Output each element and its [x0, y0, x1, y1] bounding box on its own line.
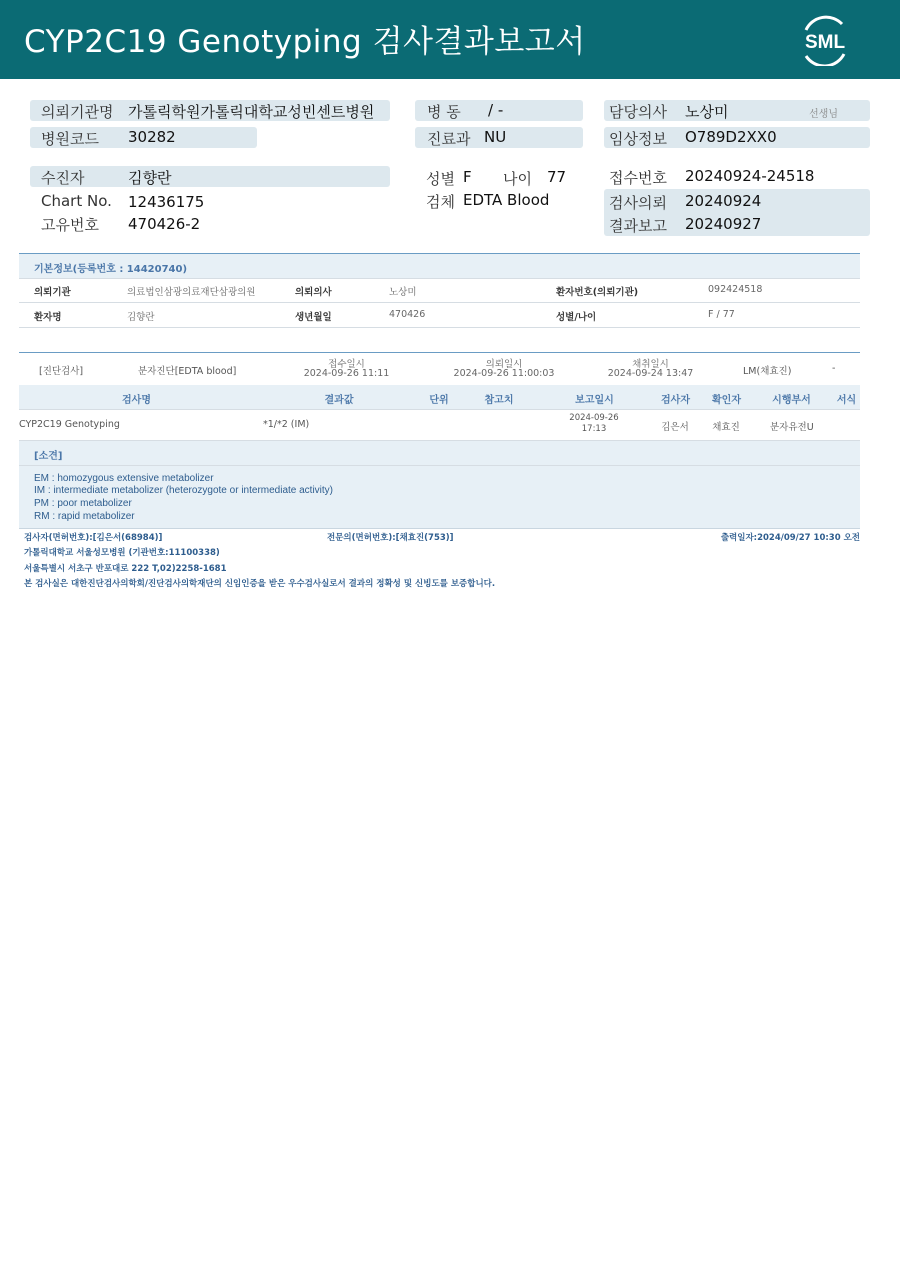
- patient-value: 김향란: [128, 169, 172, 187]
- confirmer: 채효진: [712, 422, 740, 433]
- basic-info-row-1: [19, 278, 860, 303]
- sex-label: 성별: [426, 170, 455, 188]
- received-value: 2024-09-26 11:11: [303, 368, 390, 379]
- basic-value: 470426: [389, 309, 426, 320]
- basic-info-row-2: [19, 303, 860, 328]
- clinical-label: 임상정보: [609, 130, 667, 148]
- test-result: *1/*2 (IM): [263, 419, 310, 430]
- basic-info-header: [19, 253, 860, 279]
- result-row: [19, 410, 860, 441]
- doctor-label: 담당의사: [609, 103, 667, 121]
- request-label: 검사의뢰: [609, 194, 667, 212]
- doctor-suffix: 선생님: [809, 109, 838, 120]
- basic-value: F / 77: [708, 309, 735, 320]
- col-header: 확인자: [712, 395, 741, 406]
- opinion-line: EM : homozygous extensive metabolizer: [34, 473, 214, 484]
- requested-value: 2024-09-26 11:00:03: [453, 368, 555, 379]
- header-banner: [0, 0, 900, 79]
- lm-value: -: [832, 363, 836, 374]
- basic-value: 김향란: [127, 312, 155, 323]
- col-header: 결과값: [324, 395, 354, 406]
- basic-value: 092424518: [708, 284, 763, 295]
- collected-label: 채취일시: [632, 359, 669, 370]
- lm-label: LM(채효진): [743, 366, 792, 377]
- unique-value: 470426-2: [128, 215, 201, 233]
- report-value: 20240927: [685, 215, 762, 233]
- report-title: CYP2C19 Genotyping 검사결과보고서: [24, 24, 586, 60]
- footer-certification: 본 검사실은 대한진단검사의학회/진단검사의학재단의 신임인증을 받은 우수검사실로서 결과의 정확성 및 신빙도를 보증합니다.: [24, 579, 496, 589]
- basic-label: 성별/나이: [556, 312, 597, 323]
- chart-label: Chart No.: [41, 192, 112, 210]
- basic-label: 환자명: [34, 312, 62, 323]
- basic-label: 의뢰기관: [34, 287, 71, 298]
- specimen-value: EDTA Blood: [463, 191, 550, 209]
- institution-label: 의뢰기관명: [41, 103, 114, 121]
- dept-value: NU: [484, 128, 507, 146]
- logo-text: SML: [804, 32, 846, 53]
- basic-label: 생년월일: [295, 312, 332, 323]
- basic-label: 환자번호(의뢰기관): [556, 287, 639, 298]
- dept-label: 진료과: [427, 130, 471, 148]
- opinion-body: [19, 466, 860, 529]
- age-label: 나이: [503, 170, 532, 188]
- basic-info-title: 기본정보(등록번호 : 14420740): [34, 264, 188, 275]
- col-header: 서식: [836, 395, 857, 406]
- report-date: 2024-09-26: [569, 413, 619, 423]
- patient-label: 수진자: [41, 169, 85, 187]
- age-value: 77: [547, 168, 567, 186]
- col-header: 검사명: [122, 395, 151, 406]
- received-label: 접수일시: [328, 359, 365, 370]
- exam-subcategory: 분자진단[EDTA blood]: [138, 366, 237, 377]
- unique-label: 고유번호: [41, 216, 99, 234]
- footer-hospital: 가톨릭대학교 서울성모병원 (기관번호:11100338): [24, 548, 220, 558]
- receipt-label: 접수번호: [609, 169, 667, 187]
- col-header: 시행부서: [772, 395, 811, 406]
- col-header: 단위: [429, 395, 449, 406]
- specimen-label: 검체: [426, 193, 455, 211]
- request-value: 20240924: [685, 192, 762, 210]
- sml-logo-icon: [798, 14, 852, 66]
- doctor-value: 노상미: [685, 103, 729, 121]
- report-time: 17:13: [581, 424, 607, 434]
- result-table-header: [19, 385, 860, 410]
- clinical-value: O789D2XX0: [685, 128, 777, 146]
- exam-info-row: [19, 352, 860, 386]
- opinion-title: [소견]: [34, 451, 63, 462]
- examiner: 김은서: [661, 422, 689, 433]
- basic-value: 의료법인삼광의료재단삼광의원: [127, 287, 256, 298]
- basic-value: 노상미: [389, 287, 417, 298]
- hospital-code-label: 병원코드: [41, 130, 99, 148]
- col-header: 참고치: [484, 395, 514, 406]
- executing-dept: 분자유전U: [770, 422, 814, 433]
- report-label: 결과보고: [609, 217, 667, 235]
- opinion-line: RM : rapid metabolizer: [34, 511, 135, 522]
- opinion-header: [19, 441, 860, 466]
- footer-examiner: 검사자(면허번호):[김은서(68984)]: [24, 533, 163, 543]
- opinion-line: IM : intermediate metabolizer (heterozygote or intermediate activity): [34, 485, 334, 496]
- sex-value: F: [463, 168, 472, 186]
- opinion-line: PM : poor metabolizer: [34, 498, 132, 509]
- footer-specialist: 전문의(면허번호):[채효진(753)]: [327, 533, 454, 543]
- basic-label: 의뢰의사: [295, 287, 332, 298]
- col-header: 검사자: [661, 395, 690, 406]
- receipt-value: 20240924-24518: [685, 167, 815, 185]
- institution-value: 가톨릭학원가톨릭대학교성빈센트병원: [128, 103, 375, 121]
- requested-label: 의뢰일시: [485, 359, 523, 370]
- hospital-code-value: 30282: [128, 128, 176, 146]
- exam-category: [진단검사]: [39, 366, 84, 377]
- test-name: CYP2C19 Genotyping: [19, 419, 120, 430]
- ward-value: / -: [488, 101, 504, 119]
- col-header: 보고일시: [575, 395, 614, 406]
- chart-value: 12436175: [128, 193, 205, 211]
- footer-printed: 출력일자:2024/09/27 10:30 오전: [720, 533, 860, 543]
- footer-address: 서울특별시 서초구 반포대로 222 T,02)2258-1681: [24, 564, 227, 574]
- collected-value: 2024-09-24 13:47: [607, 368, 694, 379]
- ward-label: 병 동: [427, 103, 461, 121]
